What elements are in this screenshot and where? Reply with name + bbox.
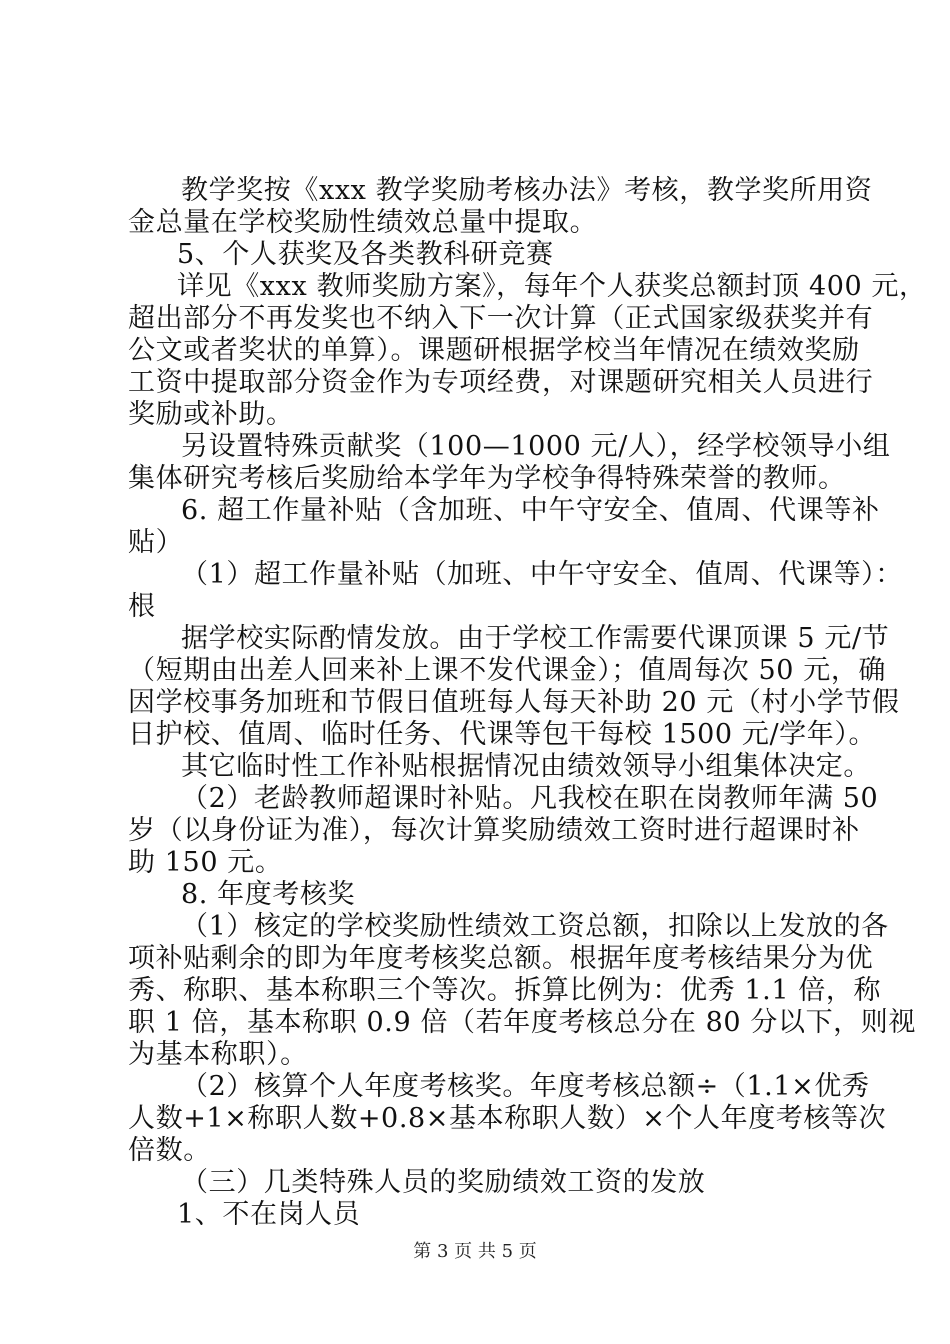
section-heading: （三）几类特殊人员的奖励绩效工资的发放: [181, 1167, 706, 1198]
section-heading: 5、个人获奖及各类教科研竞赛: [177, 239, 554, 270]
body-line: 人数+1×称职人数+0.8×基本称职人数）×个人年度考核等次: [128, 1103, 887, 1134]
body-line: 日护校、值周、临时任务、代课等包干每校 1500 元/学年）。: [128, 719, 877, 750]
body-line: 因学校事务加班和节假日值班每人每天补助 20 元（村小学节假: [128, 687, 900, 718]
body-line: 其它临时性工作补贴根据情况由绩效领导小组集体决定。: [181, 751, 871, 782]
body-line: 倍数。: [128, 1135, 211, 1166]
section-heading: 6. 超工作量补贴（含加班、中午守安全、值周、代课等补: [181, 495, 880, 526]
body-line: 集体研究考核后奖励给本学年为学校争得特殊荣誉的教师。: [128, 463, 846, 494]
section-heading: 8. 年度考核奖: [181, 879, 356, 910]
body-line: 详见《xxx 教师奖励方案》，每年个人获奖总额封顶 400 元，: [177, 271, 927, 302]
body-line: 秀、称职、基本称职三个等次。拆算比例为：优秀 1.1 倍，称: [128, 975, 882, 1006]
body-line: （短期由出差人回来补上课不发代课金）；值周每次 50 元，确: [128, 655, 887, 686]
body-line: （1）核定的学校奖励性绩效工资总额，扣除以上发放的各: [181, 911, 889, 942]
body-line: 另设置特殊贡献奖（100—1000 元/人），经学校领导小组: [181, 431, 891, 462]
body-line: 助 150 元。: [128, 847, 283, 878]
body-line: （2）核算个人年度考核奖。年度考核总额÷（1.1×优秀: [181, 1071, 870, 1102]
body-line: 职 1 倍，基本称职 0.9 倍（若年度考核总分在 80 分以下，则视: [128, 1007, 916, 1038]
body-line: 岁（以身份证为准），每次计算奖励绩效工资时进行超课时补: [128, 815, 860, 846]
body-line: 为基本称职）。: [128, 1039, 308, 1070]
body-line: 项补贴剩余的即为年度考核奖总额。根据年度考核结果分为优: [128, 943, 874, 974]
body-line: 教学奖按《xxx 教学奖励考核办法》考核，教学奖所用资: [181, 175, 873, 206]
body-line: 公文或者奖状的单算）。课题研根据学校当年情况在绩效奖励: [128, 335, 860, 366]
section-heading: 1、不在岗人员: [177, 1199, 361, 1230]
body-line: 据学校实际酌情发放。由于学校工作需要代课顶课 5 元/节: [181, 623, 890, 654]
body-line: （2）老龄教师超课时补贴。凡我校在职在岗教师年满 50: [181, 783, 879, 814]
section-heading: 贴）: [128, 527, 184, 558]
body-line: 超出部分不再发奖也不纳入下一次计算（正式国家级获奖并有: [128, 303, 874, 334]
body-line: 根: [128, 591, 156, 622]
body-line: 奖励或补助。: [128, 399, 294, 430]
body-line: 工资中提取部分资金作为专项经费，对课题研究相关人员进行: [128, 367, 874, 398]
body-line: （1）超工作量补贴（加班、中午守安全、值周、代课等）：: [181, 559, 903, 590]
page-number-footer: 第 3 页 共 5 页: [413, 1241, 537, 1262]
body-line: 金总量在学校奖励性绩效总量中提取。: [128, 207, 598, 238]
